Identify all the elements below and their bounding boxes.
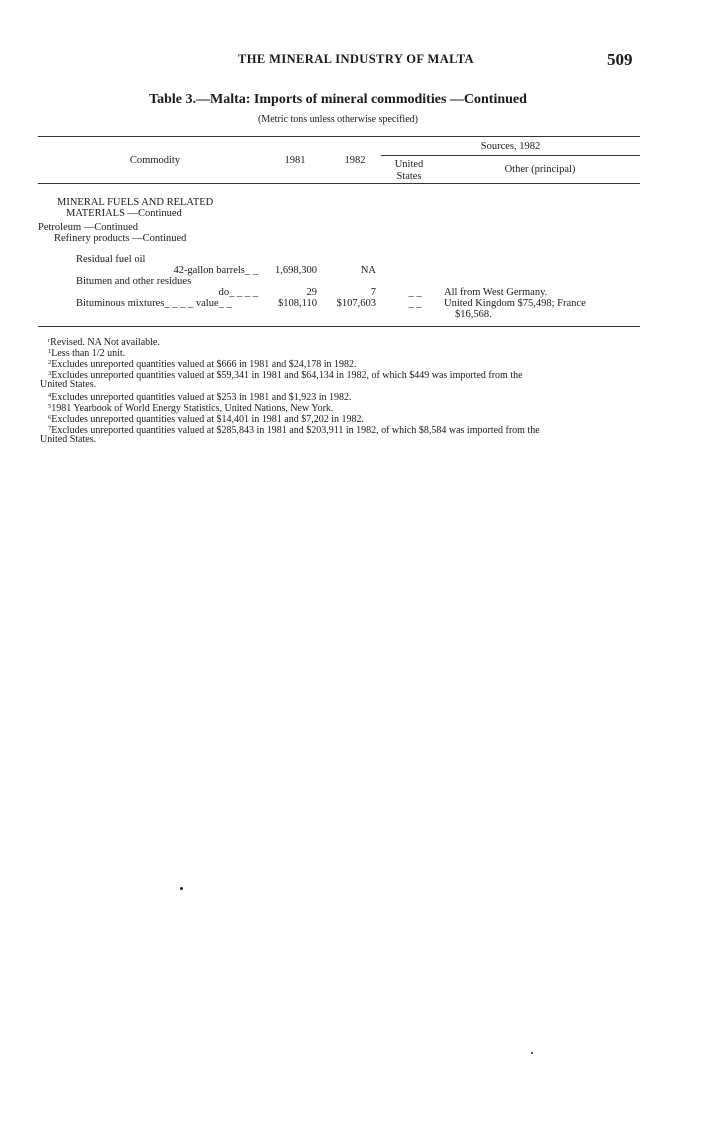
- running-title: THE MINERAL INDUSTRY OF MALTA: [238, 52, 474, 66]
- header-bottom-rule: [38, 183, 640, 184]
- footnote-text: Excludes unreported quantities valued at $285,843 in 1981 and $203,911 in 1982, of which $8,584 was imported from the: [51, 425, 540, 436]
- section-heading-line1: MINERAL FUELS AND RELATED: [57, 197, 214, 208]
- bitumen-unit: do_ _ _ _: [218, 287, 258, 298]
- residual-fuel-oil-1982: NA: [360, 265, 376, 276]
- scan-speck: [180, 887, 183, 890]
- bituminous-mixtures-1982: $107,603: [336, 298, 376, 309]
- bituminous-mixtures-united-states: _ _: [408, 298, 422, 309]
- footnote-mark: 1: [48, 348, 52, 355]
- bituminous-mixtures-other-sources-cont: $16,568.: [455, 309, 492, 320]
- footnote-text: Excludes unreported quantities valued at $14,401 in 1981 and $7,202 in 1982.: [51, 414, 364, 425]
- bituminous-mixtures-1981: $108,110: [278, 298, 317, 309]
- footnote-text: Revised. NA Not available.: [50, 337, 160, 348]
- footnote-mark: r: [48, 337, 51, 344]
- footnote-text: Excludes unreported quantities valued at $666 in 1981 and $24,178 in 1982.: [51, 359, 357, 370]
- footnote-mark: 4: [48, 392, 52, 399]
- footnote-3-continued: United States.: [40, 379, 97, 390]
- bitumen-other-sources: All from West Germany.: [444, 287, 548, 298]
- footnote-mark: 5: [48, 403, 52, 410]
- table-title: Table 3.—Malta: Imports of mineral commodities —Continued: [149, 92, 527, 107]
- row-refinery-products: Refinery products —Continued: [54, 233, 187, 244]
- footnote-mark: 3: [48, 370, 52, 377]
- column-header-other-principal: Other (principal): [504, 164, 576, 175]
- scan-speck: [531, 1052, 533, 1054]
- table-bottom-rule: [38, 326, 640, 327]
- footnote-text: 1981 Yearbook of World Energy Statistics, United Nations, New York.: [51, 403, 334, 414]
- bitumen-united-states: _ _: [408, 287, 422, 298]
- row-petroleum: Petroleum —Continued: [38, 222, 139, 233]
- column-header-united-states: [381, 159, 437, 183]
- row-residual-fuel-oil: Residual fuel oil: [76, 254, 146, 265]
- page-number: 509: [607, 50, 633, 69]
- column-header-sources: Sources, 1982: [480, 141, 541, 152]
- footnote-7-continued: United States.: [40, 434, 97, 445]
- section-heading-line2: MATERIALS —Continued: [66, 208, 182, 219]
- footnote-mark: 6: [48, 414, 52, 421]
- footnote-text: Less than 1/2 unit.: [51, 348, 126, 359]
- footnote-mark: 2: [48, 359, 52, 366]
- united-states-line1: United: [394, 159, 424, 170]
- bituminous-mixtures-other-sources: United Kingdom $75,498; France: [444, 298, 586, 309]
- column-header-commodity: Commodity: [129, 155, 181, 166]
- footnote-mark: 7: [48, 425, 52, 432]
- column-header-1981: 1981: [284, 155, 306, 166]
- footnote-text: Excludes unreported quantities valued at $253 in 1981 and $1,923 in 1982.: [51, 392, 352, 403]
- column-header-1982: 1982: [344, 155, 366, 166]
- residual-fuel-oil-1981: 1,698,300: [275, 265, 317, 276]
- row-bitumen: Bitumen and other residues: [76, 276, 192, 287]
- row-bituminous-mixtures: Bituminous mixtures_ _ _ _ value_ _: [76, 298, 232, 309]
- bitumen-1982: 7: [370, 287, 376, 298]
- united-states-line2: States: [396, 171, 422, 182]
- footnote-text: Excludes unreported quantities valued at $59,341 in 1981 and $64,134 in 1982, of which $449 was imported from the: [51, 370, 523, 381]
- table-subtitle: (Metric tons unless otherwise specified): [258, 114, 418, 125]
- table-top-rule: [38, 136, 640, 137]
- bitumen-1981: 29: [306, 287, 317, 298]
- sources-rule: [381, 155, 640, 156]
- residual-fuel-oil-unit: 42-gallon barrels_ _: [173, 265, 258, 276]
